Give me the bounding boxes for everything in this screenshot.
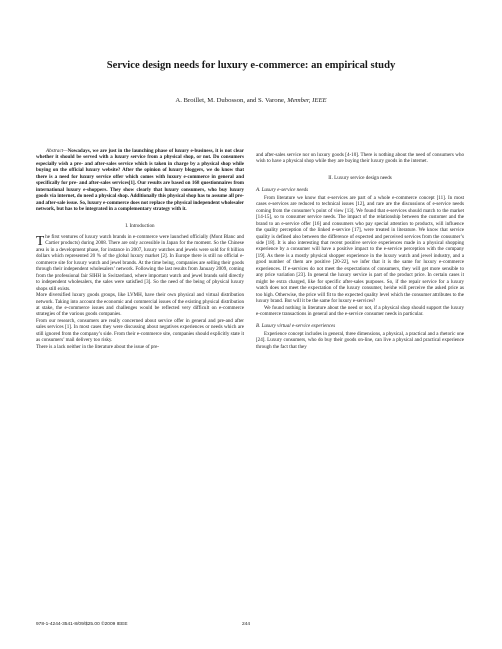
left-column — [36, 148, 244, 350]
right-column — [256, 152, 464, 350]
author-names: A. Broillet, M. Dubosson, and S. Varone, — [175, 97, 286, 104]
intro-paragraph-1 — [36, 234, 244, 292]
right-paragraph-3: We found nothing in literature about the need or not, if a physical shop should support the luxury e-commerce transactions in general and the e-service consumer needs in particular. — [256, 304, 464, 317]
section-heading-introduction: I. Introduction — [125, 222, 155, 229]
drop-cap: T — [36, 232, 45, 248]
paper-authors — [0, 97, 502, 104]
right-paragraph-4: Experience concept includes in general, three dimensions, a physical, a practical and a rhetoric one [24]. Luxury consumers, who do buy their goods on-line, can live a physical and practical experience through the fact that they — [256, 330, 464, 350]
abstract-text: Nowadays, we are just in the launching phase of luxury e-business, it is not clear whether it should be served with a luxury service from a physical shop, or not. Do consumers especially wish a pre- and after-sales service which is taken in charge by a physical shop while buying on the official luxury website? After the opinion of luxury bloggers, we do know that there is a need for luxury service offer which comes with luxury e-commerce in general and specifically for pre- and after-sales services[1]. Our results are based on 168 questionnaires from international luxury e-shoppers. They show clearly that luxury consumers, who buy luxury goods via internet, do need a physical shop. Additionally this physical shop has to assume all pre- and after-sale issue. So, luxury e-commerce does not replace the physical independent wholesaler network, but has to be integrated in a complementary strategy with it. — [36, 148, 244, 213]
intro-paragraph-2: More diversified luxury goods groups, like LVMH, have their own physical and virtual distribution network. Taking into account the economic and commercial issues of the existing physical distribution at stake, the e-commerce issues and challenges would be reflected very difficult on e-commerce strategies of the various goods companies. — [36, 292, 244, 318]
intro-paragraph-4: There is a lack neither in the literature about the issue of pre- — [36, 343, 160, 350]
intro-paragraph-3: From our research, consumers are really concerned about service offer in general and pre-and after sales services [1]. In most cases they were discussing about negatives experiences or needs which are still ignored from the company’s side. From their e-commerce site, companies should explicitly state it as consumers’ mail delivery too risky. — [36, 317, 244, 344]
footer-isbn: 978-1-4244-3541-8/09/$25.00 ©2009 IEEE — [36, 622, 128, 627]
author-role: Member, IEEE — [287, 97, 327, 104]
section-heading-service-design-needs: II. Luxury service design needs — [328, 174, 392, 181]
subsection-heading-b: B. Luxury virtual e-service experiences — [256, 323, 336, 330]
abstract — [36, 148, 244, 213]
abstract-label: Abstract— — [46, 148, 68, 154]
right-paragraph-2: From literature we know that e-services are part of a whole e-commerce concept [11]. In most cases e-services are reduced to technical issues [12], and rare are the discussions of e-service needs coming from the consumer’s point of view [13]. We found that e-services should match to the market [14-15], so to consumer service needs. The impact of the relationship between the customer and the brand to an e-service offer [16] and consumers who pay special attention to products, will influence the quality perception of the linked e-service [17], were treated in literature. We know that service quality is defined also between the difference of expected and perceived services from the consumer’s side [18]. It is also interesting that recent positive service experiences made in a physical shopping experience by a consumer will have a positive impact to the e-service perception with the company [19]. As there is a mostly physical shopper experience in the luxury watch and jewel industry, and a good number of them are positive [20-22], we infer that it is the same for luxury e-commerce experiences. If e-services do not meet the expectations of consumers, they will get more sensible to any price variation [23]. In general the luxury service is part of the product price. In certain cases it might be extra charged, like for specific after-sales purposes. So, if the repair service for a luxury watch does not meet the expectation of the luxury consumer, he/she will perceive the asked price as too high. Otherwise, the price will fit to the expected quality level which the consumer attributes to the luxury brand. But will it be the same for luxury e-services? — [256, 194, 464, 305]
intro-paragraph-1-text: he first ventures of luxury watch brands in e-commerce were launched officially (Mont Blanc and Cartier products) during 2008. There are only accessible in Japan for the moment. So the Chinese area is in a development phase, for instance in 2007, luxury watches and jewels were sold for 8 billion dollars which represented 20 % of the global luxury market [2]. In Europe there is still no official e-commerce site for luxury watch and jewel brands. At the time being, companies are selling their goods through their independent wholesalers’ network. Following the last results from January 2009, coming from the professional fair SIHH in Switzerland, where important watch and jewel brands sold directly to independent wholesalers, the sales were satisfied [3]. So the need of the being of physical luxury shops still exists. — [36, 233, 244, 292]
subsection-heading-a: A. Luxury e-service needs — [256, 187, 309, 194]
page-number: 244 — [242, 622, 251, 627]
right-paragraph-1: and after-sales service nor on luxury goods [4-10]. There is nothing about the need of consumers who wish to have a physical shop while they are buying their luxury goods in the internet. — [256, 152, 464, 165]
paper-title: Service design needs for luxury e-commerce: an empirical study — [106, 60, 396, 71]
